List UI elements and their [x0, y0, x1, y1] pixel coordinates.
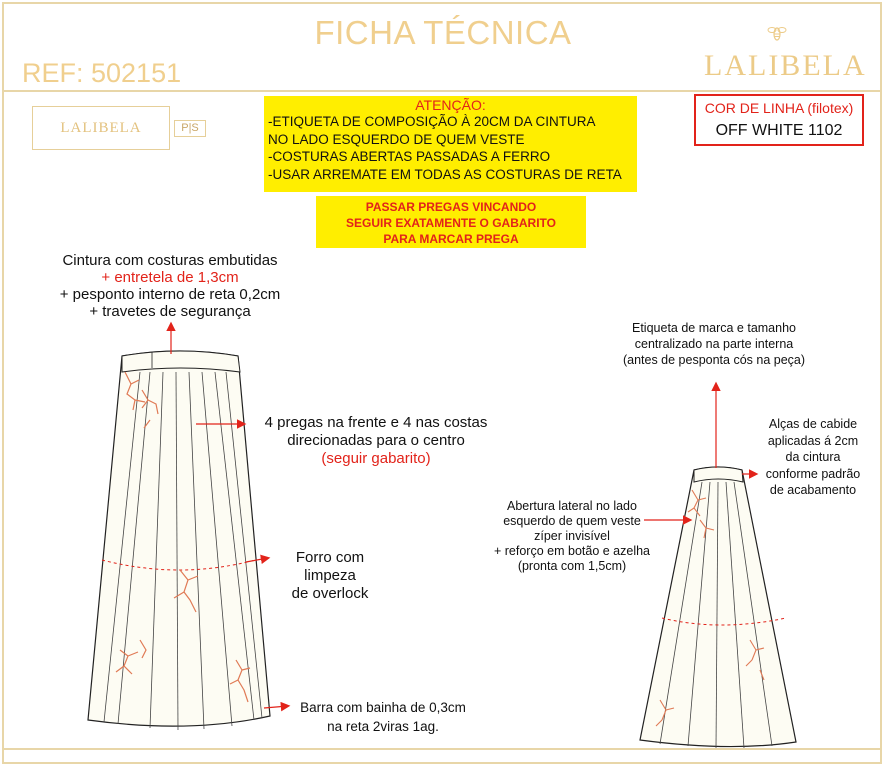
label-brand-text: LALIBELA [60, 119, 142, 136]
pleat-notice-line: PASSAR PREGAS VINCANDO [365, 200, 537, 214]
hanger-note-line: da cintura [785, 450, 841, 464]
waist-note-line: Cintura com costuras embutidas [62, 252, 278, 269]
brand-logo: LALIBELA [704, 49, 867, 82]
side-opening-note [480, 499, 664, 574]
hanger-note-line: Alças de cabide [768, 417, 858, 431]
thread-color-label: COR DE LINHA (filotex) [704, 100, 854, 116]
hanger-loops-note [754, 416, 872, 499]
brand-label-note-line: centralizado na parte interna [634, 337, 794, 351]
opening-note-line: esquerdo de quem veste [503, 514, 641, 528]
waist-note-line: + travetes de segurança [89, 303, 251, 320]
brand-label-note [596, 320, 832, 368]
opening-note-line: + reforço em botão e azelha [494, 544, 650, 558]
brand-label-note-line: Etiqueta de marca e tamanho [632, 321, 796, 335]
attention-line: -USAR ARREMATE EM TODAS AS COSTURAS DE RETA [268, 166, 622, 182]
thread-color-value: OFF WHITE 1102 [715, 122, 843, 139]
waist-note-line: + pesponto interno de reta 0,2cm [59, 286, 281, 303]
hanger-note-line: aplicadas á 2cm [767, 433, 859, 448]
hanger-note-line: de acabamento [769, 483, 857, 497]
attention-line: -ETIQUETA DE COMPOSIÇÃO À 20CM DA CINTURA [268, 114, 596, 129]
attention-heading: ATENÇÃO: [415, 97, 486, 113]
pleats-note [248, 414, 504, 468]
size-label-box: P|S [174, 120, 206, 137]
opening-note-line: (pronta com 1,5cm) [517, 559, 627, 573]
lining-note-line: Forro com limpeza [295, 549, 365, 584]
pleats-note-line: 4 pregas na frente e 4 nas costas [264, 414, 488, 431]
pleat-notice-line: PARA MARCAR PREGA [383, 232, 519, 246]
waist-note-line: + entretela de 1,3cm [101, 269, 239, 286]
opening-note-line: zíper invisível [534, 529, 610, 543]
lining-note [270, 549, 390, 603]
hanger-note-line: conforme padrão [765, 466, 861, 481]
hem-note-line: na reta 2viras 1ag. [327, 719, 439, 734]
hem-note-line: Barra com bainha de 0,3cm [300, 700, 466, 715]
attention-line: NO LADO ESQUERDO DE QUEM VESTE [268, 131, 525, 147]
reference-code: REF: 502151 [22, 58, 182, 88]
attention-line: -COSTURAS ABERTAS PASSADAS A FERRO [268, 149, 551, 164]
pleats-note-line: direcionadas para o centro [287, 432, 465, 449]
hem-note [288, 698, 478, 736]
lining-note-line: de overlock [291, 585, 369, 602]
front-skirt-drawing [88, 351, 270, 730]
opening-note-line: Abertura lateral no lado [507, 499, 637, 513]
pleat-notice-line: SEGUIR EXATAMENTE O GABARITO [345, 216, 556, 230]
sheet-title: FICHA TÉCNICA [314, 14, 572, 51]
brand-label-note-line: (antes de pesponta cós na peça) [622, 353, 806, 367]
waist-note [20, 252, 320, 320]
pleats-note-line: (seguir gabarito) [321, 450, 431, 467]
